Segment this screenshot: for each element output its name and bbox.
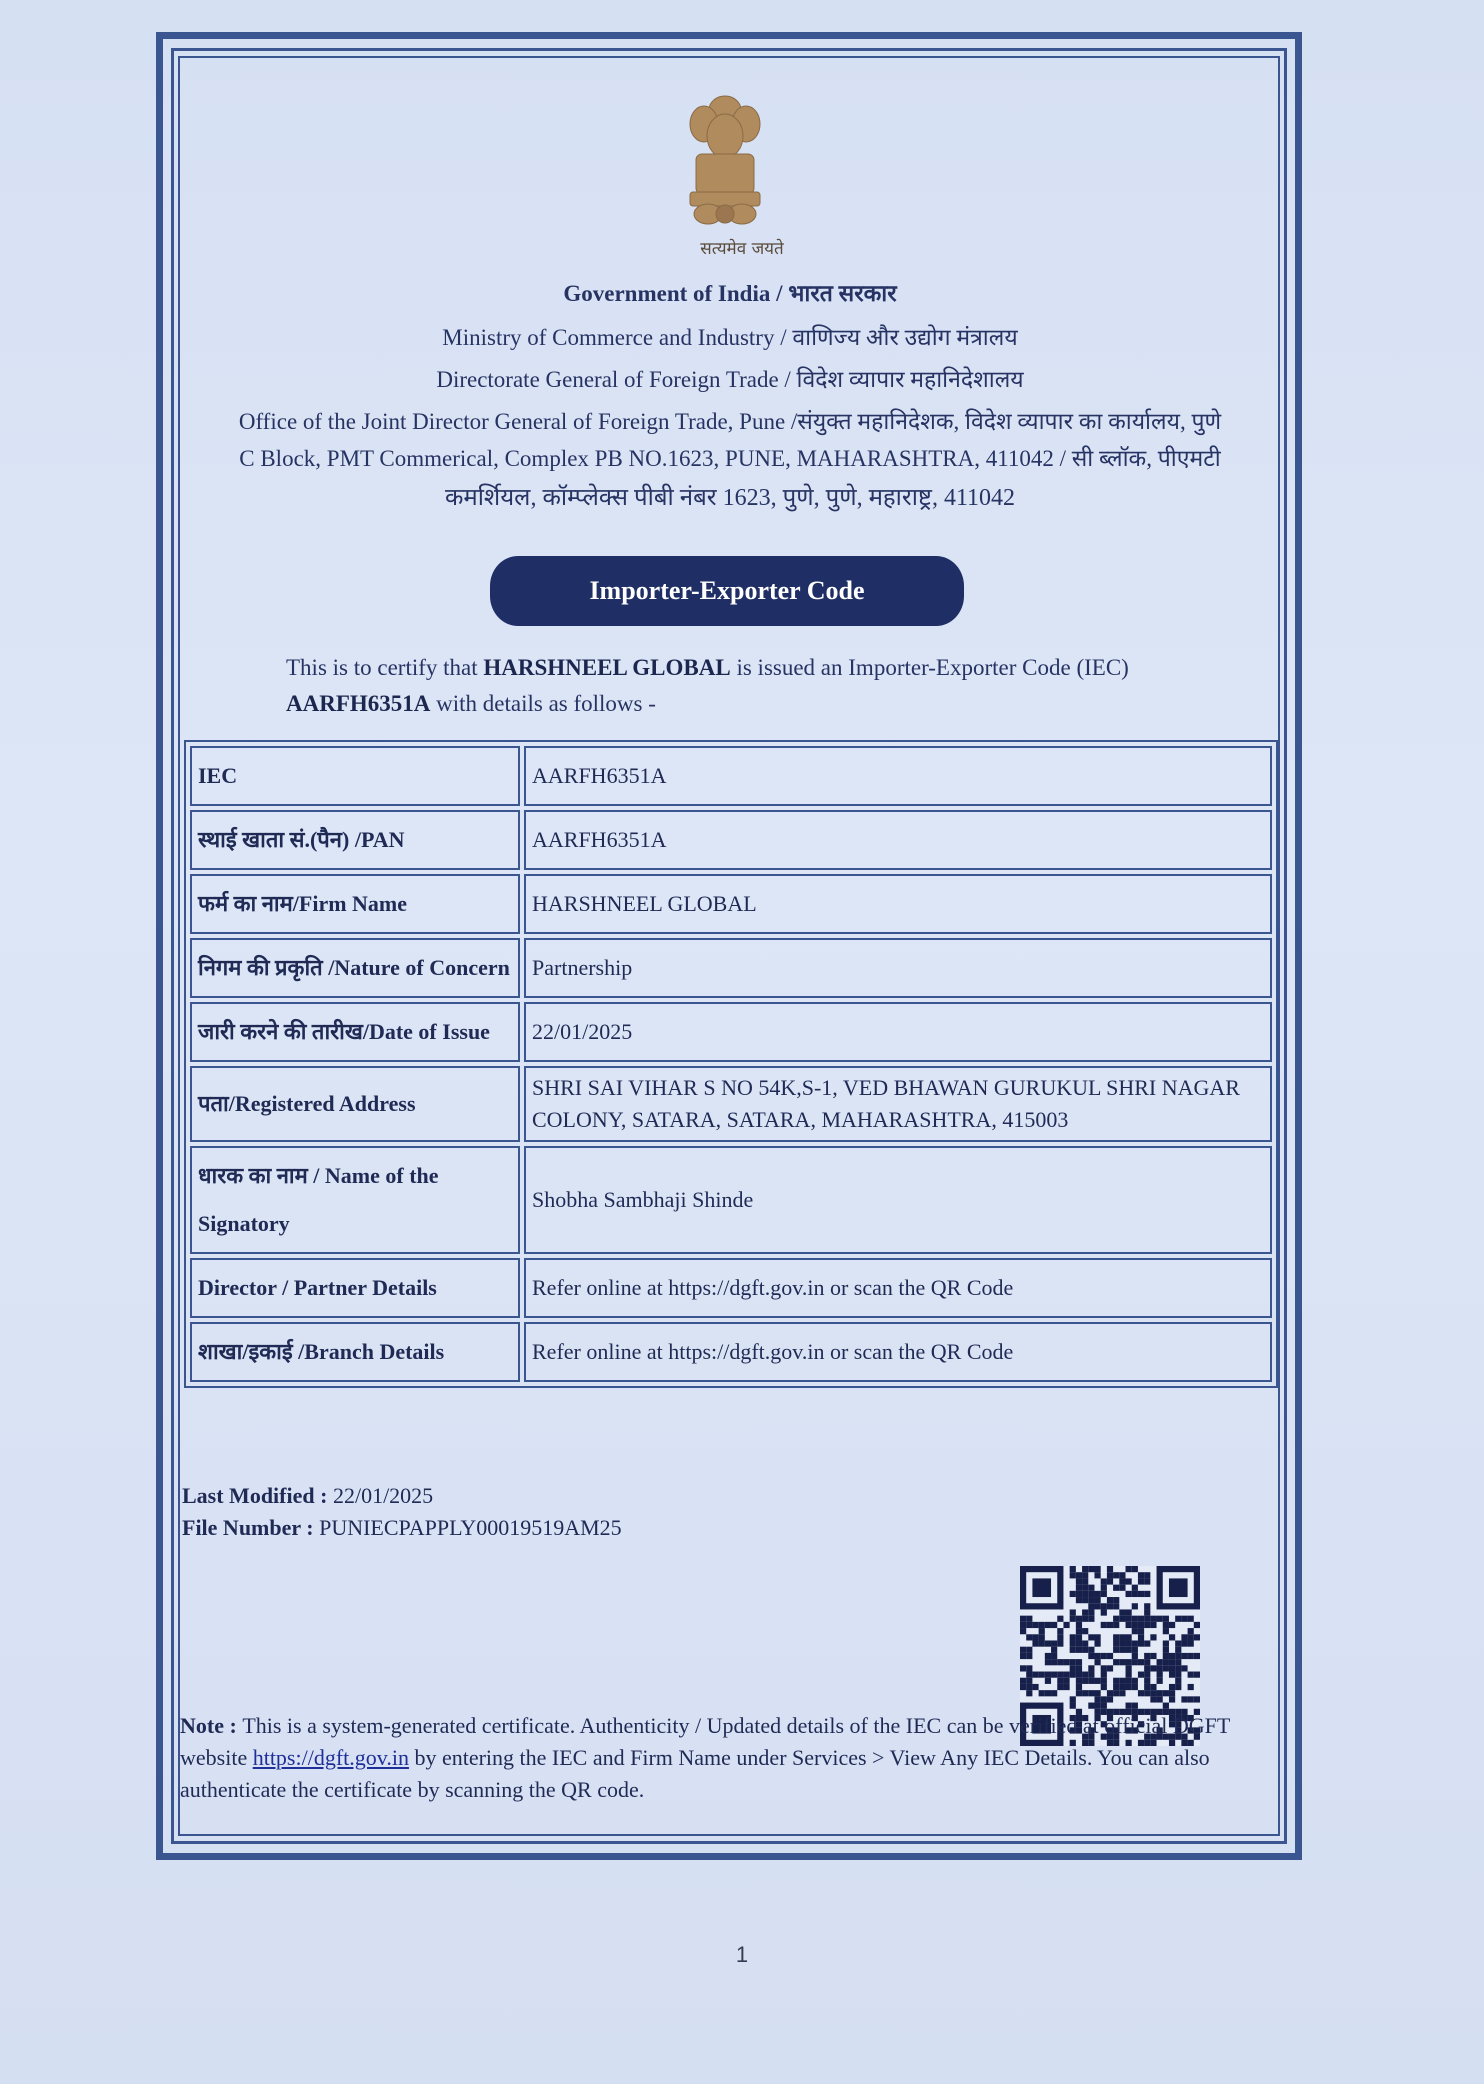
row-label: पता/Registered Address xyxy=(190,1066,520,1142)
national-emblem-icon xyxy=(670,88,780,238)
row-value: Refer online at https://dgft.gov.in or scan the QR Code xyxy=(524,1322,1272,1382)
last-modified-value: 22/01/2025 xyxy=(332,1483,434,1508)
certificate-title: Importer-Exporter Code xyxy=(589,576,865,605)
row-value: SHRI SAI VIHAR S NO 54K,S-1, VED BHAWAN GURUKUL SHRI NAGAR COLONY, SATARA, SATARA, MAHARASHTRA, 415003 xyxy=(524,1066,1272,1142)
government-title: Government of India / भारत सरकार xyxy=(563,281,897,306)
row-label: निगम की प्रकृति /Nature of Concern xyxy=(190,938,520,998)
certify-statement xyxy=(286,650,1186,722)
row-value: 22/01/2025 xyxy=(524,1002,1272,1062)
row-label: फर्म का नाम/Firm Name xyxy=(190,874,520,934)
row-value: Partnership xyxy=(524,938,1272,998)
dgft-link[interactable]: https://dgft.gov.in xyxy=(252,1745,409,1770)
table-row xyxy=(190,1146,1272,1254)
table-row xyxy=(190,810,1272,870)
table-row xyxy=(190,874,1272,934)
row-label: शाखा/इकाई /Branch Details xyxy=(190,1322,520,1382)
certify-iec: AARFH6351A xyxy=(286,691,431,716)
note-text-1: This is a system-generated certificate. Authenticity / Updated details of the IEC can be verified at official DGFT website xyxy=(180,1713,1230,1770)
table-row xyxy=(190,1066,1272,1142)
file-number-label: File Number : xyxy=(182,1515,320,1540)
certify-part-2: is issued an Importer-Exporter Code (IEC) xyxy=(730,655,1129,680)
details-table xyxy=(184,740,1278,1388)
last-modified xyxy=(182,1480,622,1512)
file-number xyxy=(182,1512,622,1544)
certify-part-1: This is to certify that xyxy=(286,655,484,680)
row-value: HARSHNEEL GLOBAL xyxy=(524,874,1272,934)
file-number-value: PUNIECPAPPLY00019519AM25 xyxy=(319,1515,622,1540)
row-label: स्थाई खाता सं.(पैन) /PAN xyxy=(190,810,520,870)
row-value: AARFH6351A xyxy=(524,810,1272,870)
row-value: AARFH6351A xyxy=(524,746,1272,806)
office-title: Office of the Joint Director General of Foreign Trade, Pune /संयुक्त महानिदेशक, विदेश व्यापार का कार्यालय, पुणे xyxy=(238,409,1222,434)
emblem-motto: सत्यमेव जयते xyxy=(700,239,784,259)
ministry-title: Ministry of Commerce and Industry / वाणिज्य और उद्योग मंत्रालय xyxy=(442,325,1018,350)
table-row xyxy=(190,746,1272,806)
note-block xyxy=(180,1710,1260,1806)
row-label: धारक का नाम / Name of the Signatory xyxy=(190,1146,520,1254)
table-row xyxy=(190,938,1272,998)
office-address-line-1: C Block, PMT Commerical, Complex PB NO.1623, PUNE, MAHARASHTRA, 411042 / सी ब्लॉक, पीएमटी xyxy=(239,446,1221,471)
certify-part-3: with details as follows - xyxy=(430,691,656,716)
note-label: Note : xyxy=(180,1713,243,1738)
table-row xyxy=(190,1322,1272,1382)
row-value: Shobha Sambhaji Shinde xyxy=(524,1146,1272,1254)
certify-firm: HARSHNEEL GLOBAL xyxy=(483,655,731,680)
certificate-title-badge xyxy=(490,556,964,626)
note-text-2: by entering the IEC and Firm Name under Services > View Any IEC Details. You can also authenticate the certificate by scanning the QR code. xyxy=(180,1745,1210,1802)
page-number: 1 xyxy=(735,1942,749,1967)
meta-block xyxy=(182,1480,622,1544)
row-value: Refer online at https://dgft.gov.in or scan the QR Code xyxy=(524,1258,1272,1318)
table-row xyxy=(190,1258,1272,1318)
table-row xyxy=(190,1002,1272,1062)
row-label: जारी करने की तारीख/Date of Issue xyxy=(190,1002,520,1062)
office-address-line-2: कमर्शियल, कॉम्प्लेक्स पीबी नंबर 1623, पुणे, पुणे, महाराष्ट्र, 411042 xyxy=(444,485,1016,511)
row-label: Director / Partner Details xyxy=(190,1258,520,1318)
directorate-title: Directorate General of Foreign Trade / विदेश व्यापार महानिदेशालय xyxy=(436,367,1024,392)
last-modified-label: Last Modified : xyxy=(182,1483,333,1508)
row-label: IEC xyxy=(190,746,520,806)
